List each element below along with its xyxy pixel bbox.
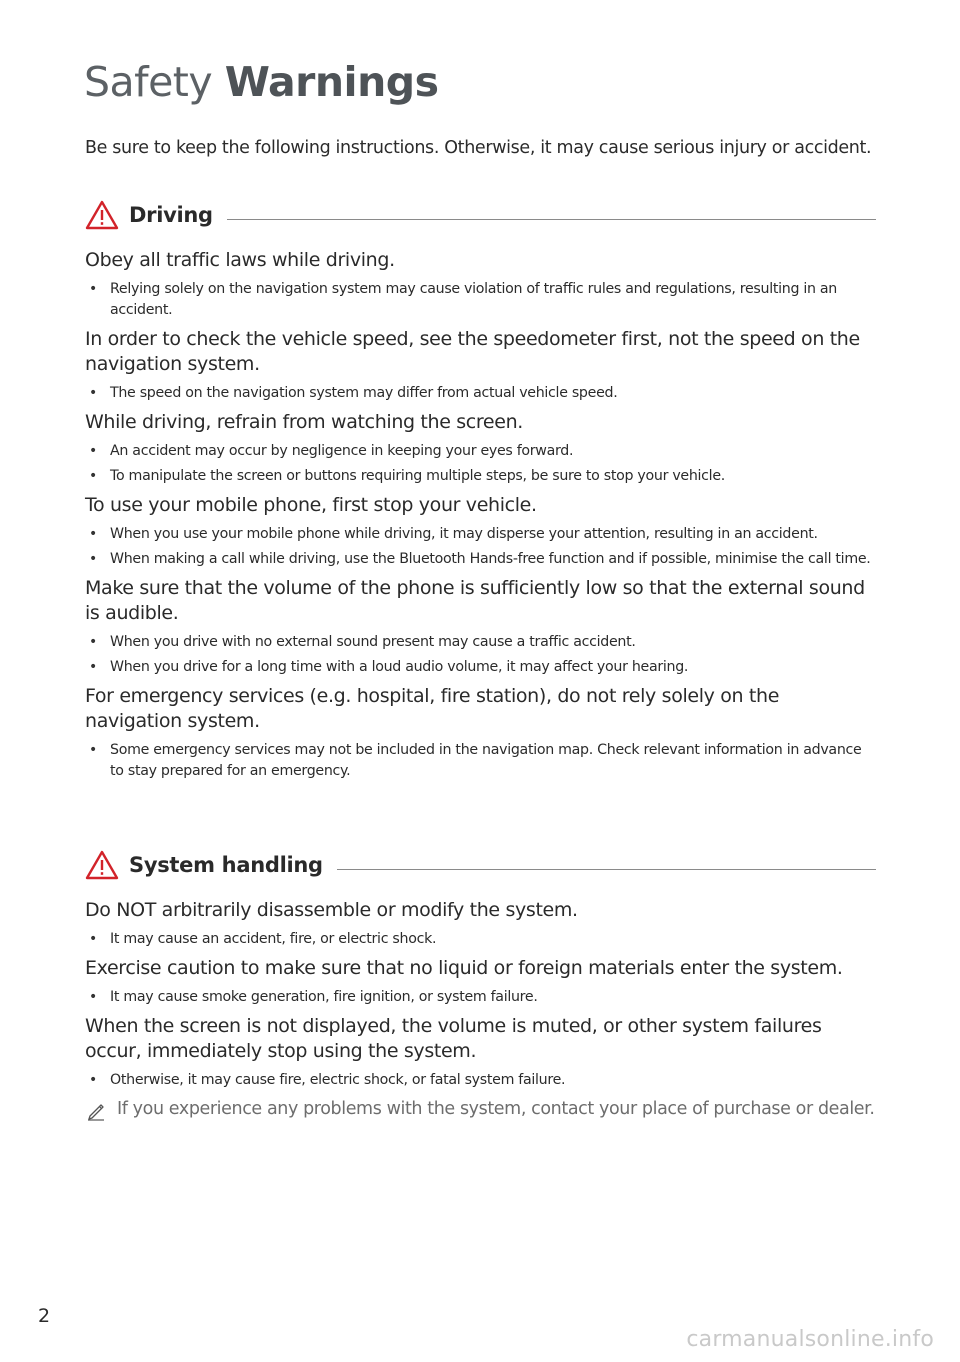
warning-heading: Exercise caution to make sure that no liquid or foreign materials enter the system.	[85, 957, 843, 979]
warning-heading: While driving, refrain from watching the screen.	[85, 411, 523, 433]
bullet-item: • Some emergency services may not be included in the navigation map. Check relevant information in advance to stay prepared for an emergency.	[85, 740, 876, 782]
section-header	[85, 848, 876, 882]
bullet-item: • An accident may occur by negligence in keeping your eyes forward.	[85, 441, 876, 462]
warning-item	[85, 493, 876, 570]
bullet-item: • When you drive with no external sound present may cause a traffic accident.	[85, 632, 876, 653]
page-number: 2	[38, 1305, 51, 1327]
bullet-item: • The speed on the navigation system may differ from actual vehicle speed.	[85, 383, 876, 404]
intro-text: Be sure to keep the following instructions. Otherwise, it may cause serious injury or accident.	[85, 138, 872, 158]
warning-heading: Make sure that the volume of the phone is sufficiently low so that the external sound is audible.	[85, 577, 865, 624]
warning-item	[85, 327, 876, 404]
warning-item	[85, 956, 876, 1008]
section-header	[85, 198, 876, 232]
pencil-note-icon	[85, 1099, 107, 1121]
warning-heading: When the screen is not displayed, the volume is muted, or other system failures occur, immediately stop using the system.	[85, 1015, 822, 1062]
section-system-handling	[85, 848, 876, 1121]
warning-item	[85, 410, 876, 487]
warning-item	[85, 684, 876, 782]
warning-heading: For emergency services (e.g. hospital, fire station), do not rely solely on the navigation system.	[85, 685, 780, 732]
bullet-item: • Relying solely on the navigation system may cause violation of traffic rules and regulations, resulting in an accident.	[85, 279, 876, 321]
bullet-item: • It may cause an accident, fire, or electric shock.	[85, 929, 876, 950]
warning-triangle-icon	[85, 850, 119, 880]
bullet-item: • When you drive for a long time with a loud audio volume, it may affect your hearing.	[85, 657, 876, 678]
section-title: System handling	[129, 853, 323, 877]
page-title-bold: Warnings	[224, 58, 439, 106]
section-driving	[85, 198, 876, 786]
bullet-item: • It may cause smoke generation, fire ignition, or system failure.	[85, 987, 876, 1008]
bullet-item: • To manipulate the screen or buttons requiring multiple steps, be sure to stop your vehicle.	[85, 466, 876, 487]
bullet-item: • Otherwise, it may cause fire, electric shock, or fatal system failure.	[85, 1070, 876, 1091]
section-divider	[227, 219, 876, 220]
warning-heading: In order to check the vehicle speed, see the speedometer first, not the speed on the navigation system.	[85, 328, 860, 375]
section-title: Driving	[129, 203, 213, 227]
warning-item	[85, 576, 876, 678]
warning-heading: Do NOT arbitrarily disassemble or modify the system.	[85, 899, 578, 921]
warning-item	[85, 898, 876, 950]
warning-heading: Obey all traffic laws while driving.	[85, 249, 395, 271]
page-title-light: Safety	[84, 58, 213, 106]
section-divider	[337, 869, 876, 870]
warning-triangle-icon	[85, 200, 119, 230]
watermark: carmanualsonline.info	[686, 1327, 934, 1352]
page-title	[84, 58, 439, 106]
warning-item	[85, 248, 876, 321]
bullet-item: • When making a call while driving, use the Bluetooth Hands-free function and if possible, minimise the call time.	[85, 549, 876, 570]
note	[85, 1099, 876, 1121]
bullet-item: • When you use your mobile phone while driving, it may disperse your attention, resulting in an accident.	[85, 524, 876, 545]
warning-item	[85, 1014, 876, 1091]
note-text: If you experience any problems with the system, contact your place of purchase or dealer.	[117, 1099, 875, 1119]
warning-heading: To use your mobile phone, first stop your vehicle.	[85, 494, 537, 516]
